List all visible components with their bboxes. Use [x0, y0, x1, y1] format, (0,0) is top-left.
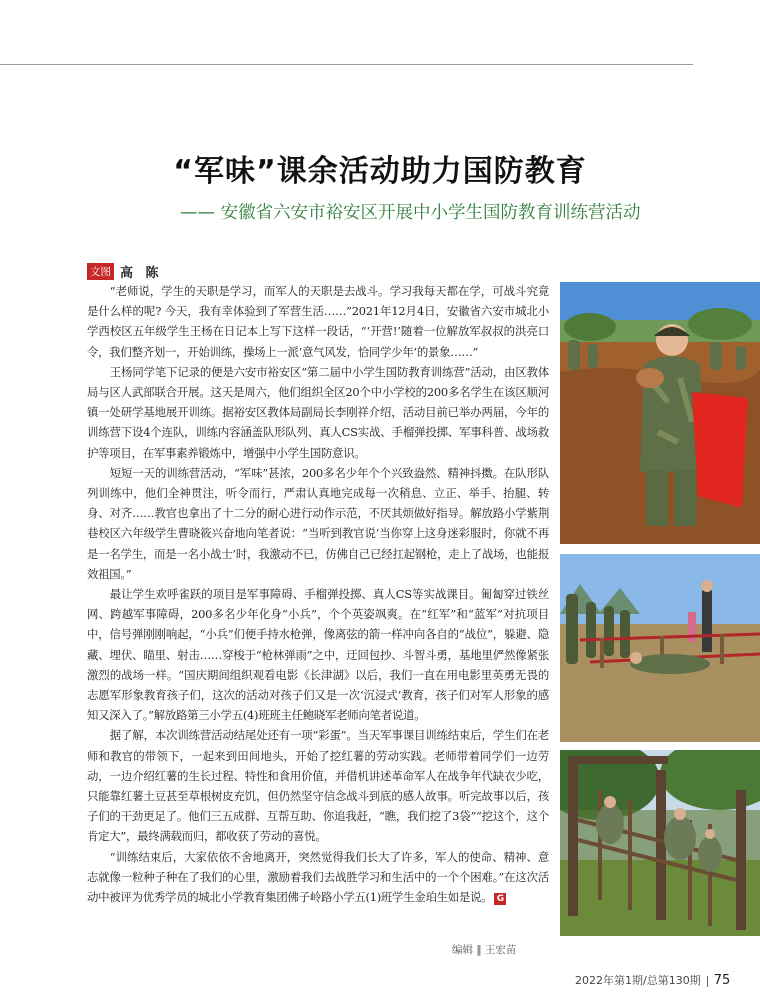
paragraph: 王杨同学笔下记录的便是六安市裕安区“第二届中小学生国防教育训练营”活动，由区教体局与区人武部联合开展。这天是周六，他们组织全区20个中小学校的200多名学生在该区顺河镇一处研学基地展开训练。据裕安区教体局副局长李刚祥介绍，活动目前已举办两届，今年的训练营下设4个连队，训练内容涵盖队形队列、真人CS实战、手榴弹投掷、军事科普、战场救护等项目，在军事素养锻炼中，增强中小学生国防意识。 [87, 364, 549, 460]
paragraph: “老师说，学生的天职是学习，而军人的天职是去战斗。学习我每天都在学，可战斗究竟是什么样的呢? 今天，我有幸体验到了军营生活……”2021年12月4日，安徽省六安市城北小学西校区五年级学生王杨在日记本上写下这样一段话，“‘开营!’随着一位解放军叔叔的洪亮口令，我们整齐划一，开始训练，操场上一派‘意气风发，恰同学少年’的景象……” [87, 284, 549, 359]
photo-climbing-frame [560, 750, 760, 936]
byline [87, 262, 163, 281]
end-mark: G [494, 893, 506, 905]
byline-author: 高 陈 [120, 266, 163, 281]
top-rule [0, 64, 693, 65]
photo-obstacle-course [560, 554, 760, 742]
paragraph: 最让学生欢呼雀跃的项目是军事障碍、手榴弹投掷、真人CS等实战课目。匍匐穿过铁丝网、跨越军事障碍，200多名少年化身“小兵”，个个英姿飒爽。在“红军”和“蓝军”对抗项目中，信号弹刚刚响起，“小兵”们便手持水枪弹，像离弦的箭一样冲向各自的“战位”，躲避、隐藏、埋伏、瞄里、射击……穿梭于“枪林弹雨”之中，迂回包抄、斗智斗勇，基地里俨然像紧张激烈的战场一样。“国庆期间组织观看电影《长津湖》以后，我们一直在用电影里英勇无畏的志愿军形象教育孩子们，这次的活动对孩子们又是一次‘沉浸式’教育，孩子们对军人形象的感知又深入了。”解放路第三小学五(4)班班主任鲍晓军老师向笔者说道。 [87, 587, 549, 723]
issue-label: 2022年第1期/总第130期 [575, 974, 701, 987]
article-title: “军味”课余活动助力国防教育 [173, 154, 587, 189]
article-subtitle: —— 安徽省六安市裕安区开展中小学生国防教育训练营活动 [180, 203, 641, 223]
paragraph-last [87, 847, 549, 908]
article-body [87, 281, 549, 907]
byline-tag: 文图 [87, 263, 114, 280]
page-footer [575, 972, 730, 988]
photo-sweet-potato-harvest [560, 282, 760, 544]
paragraph: 短短一天的训练营活动，“军味”甚浓，200多名少年个个兴致盎然、精神抖擞。在队形队列训练中，他们全神贯注，听令而行，严肃认真地完成每一次稍息、立正、举手、抬腿、转身、对齐……教官也拿出了十二分的耐心进行动作示范，不厌其烦做好指导。解放路小学紫荆巷校区六年级学生曹晓筱兴奋地向笔者说：“当听到教官说‘当你穿上这身迷彩服时，你就不再是一名学生，而是一名小战士’时，我激动不已，仿佛自己已经扛起钢枪，走上了战场，也能报效祖国。” [87, 465, 549, 581]
footer-divider [707, 976, 708, 987]
paragraph-text: “训练结束后，大家依依不舍地离开，突然觉得我们长大了许多，军人的使命、精神、意志就像一粒种子种在了我们的心里，激励着我们去战胜学习和生活中的一个个困难。”在这次活动中被评为优秀学员的城北小学教育集团佛子岭路小学五(1)班学生金珀生如是说。 [87, 849, 549, 905]
paragraph: 据了解，本次训练营活动结尾处还有一项“彩蛋”。当天军事课目训练结束后，学生们在老师和教官的带领下，一起来到田间地头，开始了挖红薯的劳动实践。老师带着同学们一边劳动，一边介绍红薯的生长过程、特性和食用价值，并借机讲述革命军人在战争年代缺衣少吃，只能靠红薯土豆甚至草根树皮充饥，但仍然坚守信念战斗到底的感人故事。听完故事以后，孩子们的干劲更足了。他们三五成群、互帮互助、你追我赶，“瞧，我们挖了3袋”“挖这个，这个肯定大”，最终满载而归，都收获了劳动的喜悦。 [87, 728, 549, 844]
page-number: 75 [713, 973, 731, 988]
editor-credit: 编辑 ‖ 王宏苗 [452, 944, 517, 956]
